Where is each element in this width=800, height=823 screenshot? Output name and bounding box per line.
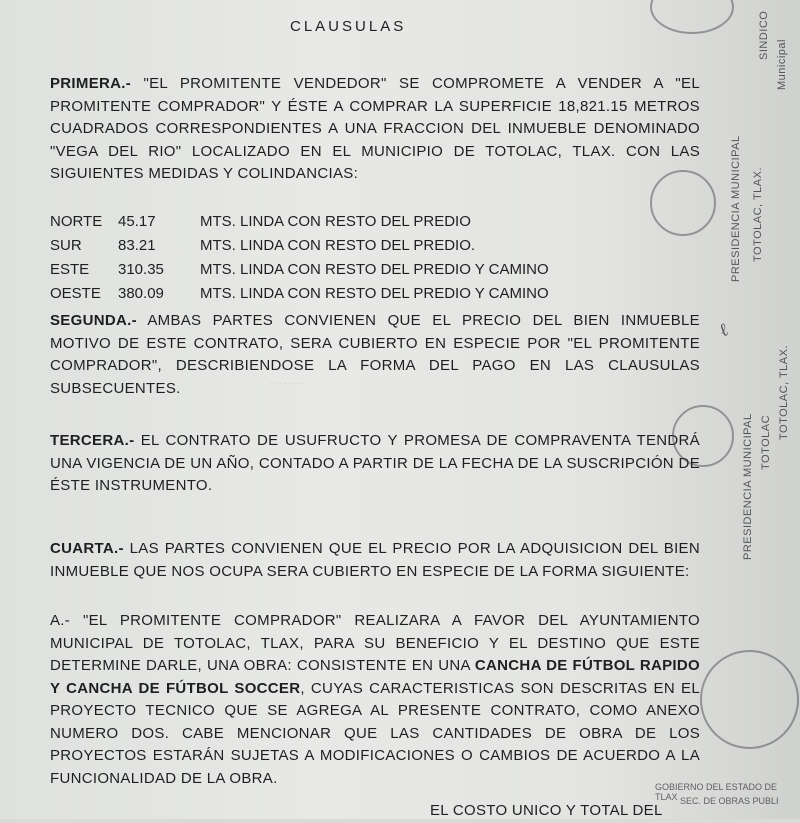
measure-row — [50, 210, 549, 234]
margin-municipal: Municipal — [776, 39, 788, 90]
measure-dir: ESTE — [50, 261, 90, 278]
measure-desc: MTS. LINDA CON RESTO DEL PREDIO — [200, 213, 471, 230]
measure-value: 310.35 — [118, 261, 164, 278]
measure-value: 83.21 — [118, 237, 156, 254]
last-line-partial: EL COSTO UNICO Y TOTAL DEL — [430, 802, 663, 819]
clause-tercera-text: EL CONTRATO DE USUFRUCTO Y PROMESA DE COMPRAVENTA TENDRÁ UNA VIGENCIA DE UN AÑO, CONTADO A PARTIR DE LA FECHA DE LA SUSCRIPCIÓN DE ÉSTE INSTRUMENTO. — [50, 432, 700, 494]
document-title: CLAUSULAS — [290, 18, 407, 35]
margin-presidencia: PRESIDENCIA MUNICIPAL — [730, 135, 742, 282]
clause-segunda-text: AMBAS PARTES CONVIENEN QUE EL PRECIO DEL BIEN INMUEBLE MOTIVO DE ESTE CONTRATO, SERA CUBIERTO EN ESPECIE POR "EL PROMITENTE COMPRADOR", DESCRIBIENDOSE LA FORMA DEL PAGO EN LAS CLAUSULAS SUBSECUENTES. — [50, 312, 700, 397]
clause-cuarta-text: LAS PARTES CONVIENEN QUE EL PRECIO POR LA ADQUISICION DEL BIEN INMUEBLE QUE NOS OCUPA SERA CUBIERTO EN ESPECIE DE LA FORMA SIGUIENTE: — [50, 540, 700, 580]
measure-dir: NORTE — [50, 213, 103, 230]
measure-dir: OESTE — [50, 285, 101, 302]
measure-row — [50, 234, 549, 258]
clause-cuarta-label: CUARTA.- — [50, 540, 124, 557]
measure-row — [50, 282, 549, 306]
margin-totolac-tlax: TOTOLAC, TLAX. — [752, 166, 764, 262]
stamp-seal-1 — [650, 170, 716, 236]
stamp-seal-2 — [672, 405, 734, 467]
inciso-a-text-1: A.- "EL PROMITENTE COMPRADOR" REALIZARA A FAVOR DEL AYUNTAMIENTO MUNICIPAL DE TOTOLAC, TLAX, PARA SU BENEFICIO Y EL DESTINO QUE ESTE DETERMINE DARLE, UNA OBRA: CONSISTENTE EN UNA — [50, 612, 700, 674]
margin-presidencia-2: PRESIDENCIA MUNICIPAL — [742, 413, 754, 560]
signature-mark: ℓ — [715, 319, 733, 342]
inciso-a-text-2: , CUYAS CARACTERISTICAS SON DESCRITAS EN EL PROYECTO TECNICO QUE SE AGREGA AL PRESENTE CONTRATO, COMO ANEXO NUMERO DOS. CABE MENCIONAR QUE LAS CANTIDADES DE OBRA DE LOS PROYECTOS ESTARÁN SUJETAS A MODIFICACIONES O CAMBIOS DE ACUERDO A LA FUNCIONALIDAD DE LA OBRA. — [50, 679, 700, 787]
margin-gobierno: GOBIERNO DEL ESTADO DE TLAX — [655, 782, 778, 802]
margin-secretaria: SEC. DE OBRAS PUBLI — [680, 796, 779, 806]
stamp-top — [650, 0, 734, 34]
margin-totolac-tlax-2: TOTOLAC, TLAX. — [778, 344, 790, 440]
stamp-seal-3 — [700, 650, 799, 749]
measures-table — [50, 210, 549, 306]
margin-sindico: SINDICO — [758, 10, 770, 60]
clause-tercera — [50, 430, 700, 498]
clause-tercera-label: TERCERA.- — [50, 432, 135, 449]
ghost-text: ········ — [270, 378, 305, 389]
measure-desc: MTS. LINDA CON RESTO DEL PREDIO Y CAMINO — [200, 261, 549, 278]
clause-cuarta — [50, 538, 700, 583]
clause-segunda — [50, 310, 700, 400]
measure-value: 45.17 — [118, 213, 156, 230]
measure-value: 380.09 — [118, 285, 164, 302]
clause-segunda-label: SEGUNDA.- — [50, 312, 137, 329]
inciso-a-bold: CANCHA DE FÚTBOL RAPIDO Y CANCHA DE FÚTBOL SOCCER — [50, 657, 700, 697]
clause-primera-text: "EL PROMITENTE VENDEDOR" SE COMPROMETE A VENDER A "EL PROMITENTE COMPRADOR" Y ÉSTE A COMPRAR LA SUPERFICIE 18,821.15 METROS CUADRADOS CORRESPONDIENTES A UNA FRACCION DEL INMUEBLE DENOMINADO "VEGA DEL RIO" LOCALIZADO EN EL MUNICIPIO DE TOTOLAC, TLAX. CON LAS SIGUIENTES MEDIDAS Y COLINDANCIAS: — [50, 75, 700, 182]
measure-desc: MTS. LINDA CON RESTO DEL PREDIO Y CAMINO — [200, 285, 549, 302]
margin-totolac-2: TOTOLAC — [760, 414, 772, 470]
clause-primera — [50, 73, 700, 186]
measure-desc: MTS. LINDA CON RESTO DEL PREDIO. — [200, 237, 476, 254]
measure-dir: SUR — [50, 237, 82, 254]
measure-row — [50, 258, 549, 282]
clause-primera-label: PRIMERA.- — [50, 75, 132, 92]
clause-cuarta-inciso-a — [50, 610, 700, 790]
